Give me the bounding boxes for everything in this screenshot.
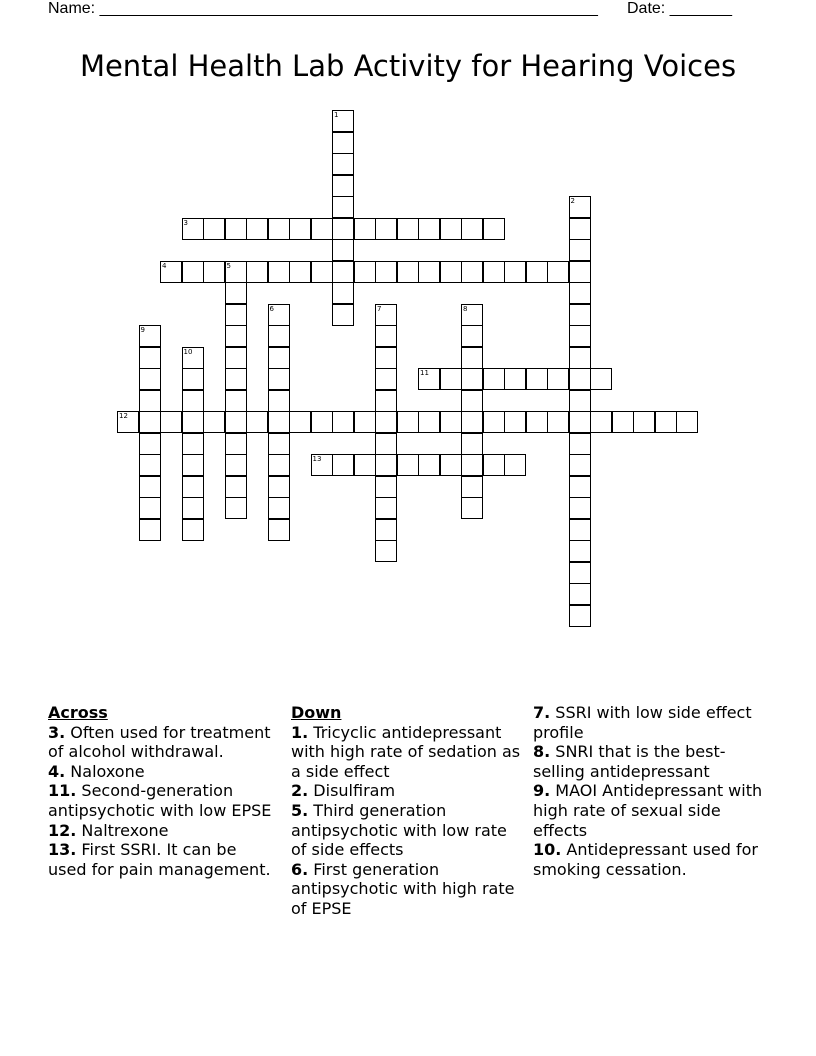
- grid-cell[interactable]: [311, 261, 333, 283]
- grid-cell[interactable]: [418, 261, 440, 283]
- clue-item: [48, 723, 278, 762]
- clue-text: Second-generation antipsychotic with low EPSE: [48, 781, 272, 820]
- grid-cell[interactable]: [139, 325, 161, 347]
- date-field-label: Date: _______: [627, 0, 732, 17]
- name-field-label: Name: ________________________________________________________: [48, 0, 598, 17]
- down-clue-list-continued: [533, 703, 763, 879]
- clue-text: Naloxone: [65, 761, 145, 781]
- grid-cell[interactable]: [268, 218, 290, 240]
- clue-number-label: 13: [312, 455, 322, 463]
- grid-cell[interactable]: [182, 368, 204, 390]
- clue-number: 4.: [48, 761, 66, 781]
- grid-cell[interactable]: [483, 261, 505, 283]
- grid-cell[interactable]: [418, 368, 440, 390]
- grid-cell[interactable]: [547, 411, 569, 433]
- grid-cell[interactable]: [461, 476, 483, 498]
- clue-number: 8.: [533, 742, 551, 762]
- grid-cell[interactable]: [461, 411, 483, 433]
- grid-cell[interactable]: [332, 175, 354, 197]
- grid-cell[interactable]: [375, 454, 397, 476]
- grid-cell[interactable]: [182, 218, 204, 240]
- grid-cell[interactable]: [569, 261, 591, 283]
- clue-item: [48, 781, 278, 820]
- grid-cell[interactable]: [182, 454, 204, 476]
- grid-cell[interactable]: [569, 433, 591, 455]
- grid-cell[interactable]: [569, 304, 591, 326]
- clue-text: First SSRI. It can be used for pain management.: [48, 840, 271, 879]
- grid-cell[interactable]: [375, 433, 397, 455]
- grid-cell[interactable]: [504, 261, 526, 283]
- grid-cell[interactable]: [354, 454, 376, 476]
- clue-number-label: 4: [162, 261, 167, 270]
- grid-cell[interactable]: [139, 476, 161, 498]
- grid-cell[interactable]: [139, 347, 161, 369]
- grid-cell[interactable]: [182, 433, 204, 455]
- grid-cell[interactable]: [268, 368, 290, 390]
- grid-cell[interactable]: [547, 368, 569, 390]
- grid-cell[interactable]: [461, 325, 483, 347]
- grid-cell[interactable]: [569, 411, 591, 433]
- grid-cell[interactable]: [203, 218, 225, 240]
- grid-cell[interactable]: [311, 218, 333, 240]
- grid-cell[interactable]: [139, 390, 161, 412]
- grid-cell[interactable]: [461, 368, 483, 390]
- grid-cell[interactable]: [117, 411, 139, 433]
- grid-cell[interactable]: [268, 325, 290, 347]
- clue-item: [533, 703, 763, 742]
- grid-cell[interactable]: [160, 411, 182, 433]
- grid-cell[interactable]: [268, 519, 290, 541]
- grid-cell[interactable]: [354, 218, 376, 240]
- clue-text: Tricyclic antidepressant with high rate of sedation as a side effect: [291, 722, 521, 781]
- grid-cell[interactable]: [375, 304, 397, 326]
- clue-number-label: 12: [119, 412, 128, 420]
- page-title: Mental Health Lab Activity for Hearing Voices: [79, 49, 737, 83]
- clue-item: [291, 860, 521, 919]
- clue-number: 2.: [291, 781, 309, 801]
- clue-number-label: 6: [269, 304, 274, 313]
- grid-cell[interactable]: [612, 411, 634, 433]
- clue-number: 5.: [291, 800, 309, 820]
- grid-cell[interactable]: [225, 347, 247, 369]
- grid-cell[interactable]: [289, 261, 311, 283]
- grid-cell[interactable]: [332, 218, 354, 240]
- grid-cell[interactable]: [268, 411, 290, 433]
- clue-number-label: 1: [334, 111, 339, 119]
- grid-cell[interactable]: [418, 218, 440, 240]
- grid-cell[interactable]: [332, 304, 354, 326]
- grid-cell[interactable]: [504, 411, 526, 433]
- grid-cell[interactable]: [139, 454, 161, 476]
- grid-cell[interactable]: [461, 497, 483, 519]
- grid-cell[interactable]: [461, 454, 483, 476]
- grid-cell[interactable]: [483, 368, 505, 390]
- grid-cell[interactable]: [483, 411, 505, 433]
- grid-cell[interactable]: [569, 239, 591, 261]
- grid-cell[interactable]: [526, 411, 548, 433]
- clue-item: [48, 840, 278, 879]
- clue-number-label: 9: [140, 326, 145, 334]
- grid-cell[interactable]: [526, 261, 548, 283]
- grid-cell[interactable]: [268, 454, 290, 476]
- grid-cell[interactable]: [225, 411, 247, 433]
- grid-cell[interactable]: [504, 368, 526, 390]
- grid-cell[interactable]: [268, 497, 290, 519]
- grid-cell[interactable]: [569, 583, 591, 605]
- grid-cell[interactable]: [289, 218, 311, 240]
- clue-item: [291, 781, 521, 801]
- grid-cell[interactable]: [633, 411, 655, 433]
- down-clue-list: [291, 723, 521, 919]
- grid-cell[interactable]: [268, 304, 290, 326]
- grid-cell[interactable]: [569, 196, 591, 218]
- grid-cell[interactable]: [225, 304, 247, 326]
- grid-cell[interactable]: [440, 411, 462, 433]
- grid-cell[interactable]: [440, 261, 462, 283]
- clue-number-label: 2: [570, 197, 575, 205]
- grid-cell[interactable]: [182, 476, 204, 498]
- grid-cell[interactable]: [268, 390, 290, 412]
- grid-cell[interactable]: [246, 261, 268, 283]
- grid-cell[interactable]: [461, 218, 483, 240]
- clue-number-label: 7: [377, 304, 382, 313]
- grid-cell[interactable]: [440, 454, 462, 476]
- grid-cell[interactable]: [268, 476, 290, 498]
- grid-cell[interactable]: [461, 390, 483, 412]
- grid-cell[interactable]: [268, 433, 290, 455]
- grid-cell[interactable]: [569, 476, 591, 498]
- clue-number: 13.: [48, 840, 77, 860]
- grid-cell[interactable]: [504, 454, 526, 476]
- clue-text: Disulfiram: [308, 781, 396, 801]
- grid-cell[interactable]: [182, 390, 204, 412]
- grid-cell[interactable]: [569, 325, 591, 347]
- clue-number-label: 3: [183, 218, 188, 227]
- grid-cell[interactable]: [375, 218, 397, 240]
- grid-cell[interactable]: [418, 411, 440, 433]
- grid-cell[interactable]: [375, 411, 397, 433]
- grid-cell[interactable]: [332, 132, 354, 154]
- clue-number: 7.: [533, 703, 551, 722]
- grid-cell[interactable]: [182, 411, 204, 433]
- clue-number-label: 8: [463, 304, 468, 313]
- grid-cell[interactable]: [569, 282, 591, 304]
- grid-cell[interactable]: [375, 261, 397, 283]
- grid-cell[interactable]: [246, 411, 268, 433]
- grid-cell[interactable]: [225, 497, 247, 519]
- grid-cell[interactable]: [268, 261, 290, 283]
- grid-cell[interactable]: [182, 519, 204, 541]
- clue-text: First generation antipsychotic with high rate of EPSE: [291, 859, 515, 918]
- grid-cell[interactable]: [375, 325, 397, 347]
- grid-cell[interactable]: [139, 519, 161, 541]
- grid-cell[interactable]: [268, 347, 290, 369]
- grid-cell[interactable]: [139, 497, 161, 519]
- grid-cell[interactable]: [569, 454, 591, 476]
- grid-cell[interactable]: [569, 368, 591, 390]
- clue-item: [48, 762, 278, 782]
- down-clues-column: [291, 703, 521, 919]
- grid-cell[interactable]: [461, 261, 483, 283]
- grid-cell[interactable]: [139, 368, 161, 390]
- grid-cell[interactable]: [483, 454, 505, 476]
- grid-cell[interactable]: [311, 454, 333, 476]
- across-heading: Across: [48, 703, 108, 722]
- grid-cell[interactable]: [332, 282, 354, 304]
- clue-text: Naltrexone: [76, 820, 169, 840]
- grid-cell[interactable]: [375, 347, 397, 369]
- clue-number: 1.: [291, 722, 309, 742]
- grid-cell[interactable]: [676, 411, 698, 433]
- grid-cell[interactable]: [311, 411, 333, 433]
- clue-number: 11.: [48, 781, 77, 801]
- across-clue-list: [48, 723, 278, 880]
- grid-cell[interactable]: [440, 218, 462, 240]
- clue-number: 6.: [291, 859, 309, 879]
- grid-cell[interactable]: [203, 261, 225, 283]
- clue-number: 3.: [48, 722, 66, 742]
- clue-item: [291, 723, 521, 782]
- clue-number: 10.: [533, 840, 562, 860]
- grid-cell[interactable]: [590, 368, 612, 390]
- grid-cell[interactable]: [182, 497, 204, 519]
- clue-number-label: 5: [226, 261, 231, 270]
- grid-cell[interactable]: [397, 261, 419, 283]
- across-clues-column: [48, 703, 278, 879]
- clue-item: [291, 801, 521, 860]
- clue-item: [48, 821, 278, 841]
- grid-cell[interactable]: [225, 476, 247, 498]
- clue-text: Third generation antipsychotic with low rate of side effects: [291, 800, 507, 860]
- grid-cell[interactable]: [418, 454, 440, 476]
- grid-cell[interactable]: [332, 239, 354, 261]
- grid-cell[interactable]: [225, 454, 247, 476]
- clue-text: SNRI that is the best-selling antidepressant: [533, 742, 726, 781]
- grid-cell[interactable]: [332, 454, 354, 476]
- grid-cell[interactable]: [461, 433, 483, 455]
- grid-cell[interactable]: [569, 562, 591, 584]
- grid-cell[interactable]: [160, 261, 182, 283]
- grid-cell[interactable]: [397, 218, 419, 240]
- grid-cell[interactable]: [182, 347, 204, 369]
- grid-cell[interactable]: [225, 282, 247, 304]
- grid-cell[interactable]: [354, 261, 376, 283]
- grid-cell[interactable]: [375, 497, 397, 519]
- grid-cell[interactable]: [225, 261, 247, 283]
- grid-cell[interactable]: [375, 368, 397, 390]
- grid-cell[interactable]: [590, 411, 612, 433]
- grid-cell[interactable]: [332, 261, 354, 283]
- grid-cell[interactable]: [547, 261, 569, 283]
- clue-text: SSRI with low side effect profile: [533, 703, 752, 742]
- clue-text: MAOI Antidepressant with high rate of sexual side effects: [533, 781, 763, 840]
- grid-cell[interactable]: [203, 411, 225, 433]
- grid-cell[interactable]: [397, 411, 419, 433]
- clue-text: Often used for treatment of alcohol withdrawal.: [48, 722, 271, 762]
- grid-cell[interactable]: [461, 347, 483, 369]
- clue-text: Antidepressant used for smoking cessation.: [533, 840, 758, 879]
- grid-cell[interactable]: [375, 476, 397, 498]
- grid-cell[interactable]: [332, 196, 354, 218]
- grid-cell[interactable]: [139, 433, 161, 455]
- grid-cell[interactable]: [375, 519, 397, 541]
- grid-cell[interactable]: [483, 218, 505, 240]
- grid-cell[interactable]: [225, 390, 247, 412]
- grid-cell[interactable]: [225, 325, 247, 347]
- grid-cell[interactable]: [332, 411, 354, 433]
- grid-cell[interactable]: [246, 218, 268, 240]
- grid-cell[interactable]: [569, 497, 591, 519]
- grid-cell[interactable]: [569, 605, 591, 627]
- clue-number: 12.: [48, 820, 77, 840]
- grid-cell[interactable]: [569, 540, 591, 562]
- grid-cell[interactable]: [375, 540, 397, 562]
- clue-number-label: 10: [183, 347, 193, 356]
- grid-cell[interactable]: [225, 433, 247, 455]
- grid-cell[interactable]: [569, 390, 591, 412]
- clue-number-label: 11: [420, 369, 429, 377]
- grid-cell[interactable]: [225, 218, 247, 240]
- clue-item: [533, 742, 763, 781]
- grid-cell[interactable]: [569, 519, 591, 541]
- down-heading: Down: [291, 703, 342, 722]
- grid-cell[interactable]: [461, 304, 483, 326]
- grid-cell[interactable]: [375, 390, 397, 412]
- grid-cell[interactable]: [569, 218, 591, 240]
- down-clues-continued-column: [533, 703, 763, 879]
- grid-cell[interactable]: [655, 411, 677, 433]
- grid-cell[interactable]: [225, 368, 247, 390]
- grid-cell[interactable]: [332, 153, 354, 175]
- grid-cell[interactable]: [139, 411, 161, 433]
- grid-cell[interactable]: [332, 110, 354, 132]
- grid-cell[interactable]: [397, 454, 419, 476]
- grid-cell[interactable]: [182, 261, 204, 283]
- grid-cell[interactable]: [440, 368, 462, 390]
- clue-item: [533, 781, 763, 840]
- grid-cell[interactable]: [526, 368, 548, 390]
- grid-cell[interactable]: [289, 411, 311, 433]
- grid-cell[interactable]: [354, 411, 376, 433]
- clue-number: 9.: [533, 781, 551, 801]
- grid-cell[interactable]: [569, 347, 591, 369]
- clue-item: [533, 840, 763, 879]
